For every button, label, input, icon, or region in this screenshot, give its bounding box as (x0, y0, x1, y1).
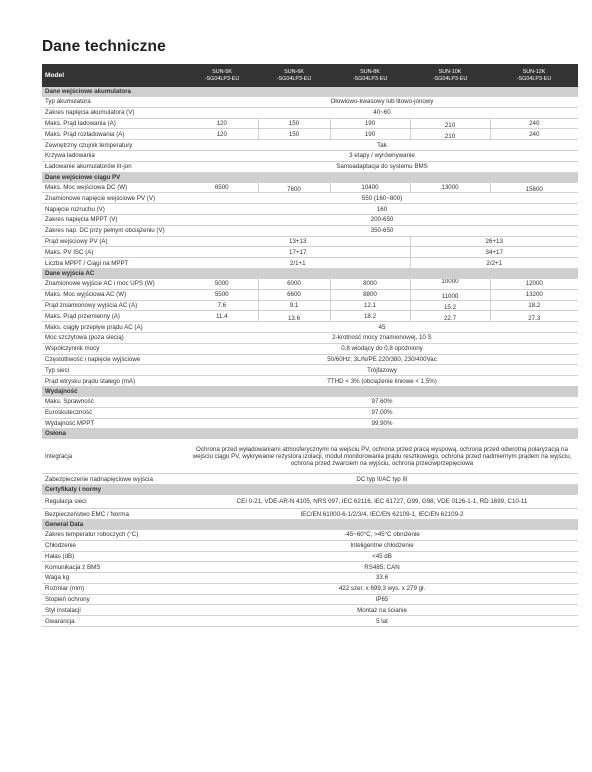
spec-row (42, 365, 578, 376)
spec-label: Maks. Prąd rozładowania (A) (42, 129, 186, 140)
spec-value (410, 278, 490, 289)
spec-label: Częstotliwość i napięcie wyjściowe (42, 354, 186, 365)
spec-value-text: 11000 (441, 293, 459, 301)
spec-label: Regulacja sieci (42, 495, 186, 509)
spec-label: Zakres napięcia MPPT (V) (42, 214, 186, 225)
spec-value (258, 311, 330, 322)
spec-row (42, 509, 578, 520)
spec-value: 34+17 (410, 247, 578, 258)
spec-row (42, 418, 578, 429)
spec-row (42, 161, 578, 172)
spec-row (42, 376, 578, 387)
spec-value-text: 27.3 (528, 314, 541, 322)
section-title: Osłona (42, 429, 186, 439)
spec-value: IP65 (186, 594, 578, 605)
spec-value-text: 190 (364, 119, 376, 127)
spec-row (42, 278, 578, 289)
spec-value-text: 210 (444, 132, 456, 140)
spec-row (42, 396, 578, 407)
spec-row (42, 594, 578, 605)
spec-row (42, 225, 578, 236)
spec-value: Ołowiowo-kwasowy lub litowo-jonowy (186, 97, 578, 108)
spec-value (258, 300, 330, 311)
spec-row (42, 573, 578, 584)
spec-value: TTHD < 3% (obciążenie liniowe < 1,5%) (186, 376, 578, 387)
section-title: Dane wejściowe ciągu PV (42, 172, 186, 182)
spec-value (490, 278, 578, 289)
spec-row (42, 439, 578, 474)
spec-row (42, 529, 578, 540)
spec-label: Prąd wejściowy PV (A) (42, 236, 186, 247)
spec-value (330, 311, 410, 322)
spec-row (42, 247, 578, 258)
spec-value (330, 278, 410, 289)
spec-value (410, 311, 490, 322)
section-header-row (42, 519, 578, 529)
spec-row (42, 562, 578, 573)
spec-label: Typ sieci (42, 365, 186, 376)
spec-value-text: 240 (529, 119, 540, 127)
spec-value-text: 15.2 (443, 303, 457, 311)
spec-label: Hałas (dB) (42, 551, 186, 562)
spec-value: 200-650 (186, 214, 578, 225)
spec-row (42, 193, 578, 204)
spec-label: Rozmiar (mm) (42, 583, 186, 594)
spec-label: Maks. Moc wejściowa DC (W) (42, 182, 186, 193)
page-title: Dane techniczne (42, 38, 166, 55)
section-title: Certyfikaty i normy (42, 485, 186, 495)
spec-value-text: 190 (364, 130, 376, 138)
spec-value (490, 311, 578, 322)
spec-value-text: 6000 (287, 280, 301, 288)
spec-value (186, 129, 258, 140)
spec-value (258, 289, 330, 300)
spec-row (42, 540, 578, 551)
spec-value-text: 12.1 (363, 301, 377, 309)
spec-value-text: 6500 (214, 183, 229, 191)
spec-label: Zabezpieczenie nadnapięciowe wyjścia (42, 474, 186, 485)
section-fill (186, 268, 578, 278)
spec-value (410, 118, 490, 129)
spec-value: 350-650 (186, 225, 578, 236)
spec-value-text: 9.1 (289, 301, 299, 309)
spec-label: Gwarancja (42, 616, 186, 627)
spec-row (42, 474, 578, 485)
spec-row (42, 204, 578, 215)
spec-value: -45~60°C, >45°C obniżenie (186, 529, 578, 540)
spec-value (410, 300, 490, 311)
spec-value: 2-krotność mocy znamionowej, 10 S (186, 332, 578, 343)
spec-label: Moc szczytowa (poza siecią) (42, 332, 186, 343)
spec-label: Maks. ciągły przepływ prądu AC (A) (42, 322, 186, 333)
spec-label: Maks. PV ISC (A) (42, 247, 186, 258)
spec-row (42, 605, 578, 616)
spec-value (330, 289, 410, 300)
spec-value-text: 10400 (361, 183, 379, 191)
spec-value: Samoadaptacja do systemu BMS (186, 161, 578, 172)
spec-value: 5 lat (186, 616, 578, 627)
spec-label: Wydajność MPPT (42, 418, 186, 429)
spec-label: Maks. Prąd ładowania (A) (42, 118, 186, 129)
spec-value (258, 129, 330, 140)
spec-value-text: 6600 (287, 291, 301, 299)
section-title: Dane wejściowe akumulatora (42, 87, 186, 97)
spec-label: Zakres napięcia akumulatora (V) (42, 107, 186, 118)
spec-value: 160 (186, 204, 578, 215)
spec-row (42, 583, 578, 594)
spec-value-text: 15600 (525, 185, 543, 193)
spec-value (330, 129, 410, 140)
spec-label: Typ akumulatora (42, 97, 186, 108)
spec-value-text: 18.2 (528, 301, 541, 309)
spec-label: Znamionowe wyjście AC i moc UPS (W) (42, 278, 186, 289)
spec-row (42, 182, 578, 193)
spec-label: Znamionowe napięcie wejściowe PV (V) (42, 193, 186, 204)
spec-row (42, 97, 578, 108)
spec-value: 99.90% (186, 418, 578, 429)
section-title: Wydajność (42, 386, 186, 396)
spec-label: Zakres nap. DC przy pełnym obciążeniu (V) (42, 225, 186, 236)
spec-value: Montaż na ścianie (186, 605, 578, 616)
spec-value (330, 118, 410, 129)
section-header-row (42, 485, 578, 495)
spec-value: IEC/EN 61000-6-1/2/3/4, IEC/EN 62109-1, IEC/EN 62109-2 (186, 509, 578, 520)
spec-label: Euroskuteczność (42, 407, 186, 418)
spec-value: Ochrona przed wyładowaniami atmosferycznymi na wejściu PV, ochrona przed pracą wyspową, ochrona przed odwrotną polaryzacją na wejściu ciągu PV, wykrywanie rezystora izolacji, moduł monitorowania prądu resztkowego, ochrona przed nadmiernym prądem na wyjściu, ochrona przed zwarciem na wyjściu, ochrona przeciwprzepięciowa (186, 439, 578, 474)
spec-label: Maks. Prąd przemienny (A) (42, 311, 186, 322)
spec-label: Zewnętrzny czujnik temperatury (42, 140, 186, 151)
spec-row (42, 407, 578, 418)
section-title: General Data (42, 519, 186, 529)
spec-value (258, 278, 330, 289)
spec-value (330, 182, 410, 193)
spec-value (490, 300, 578, 311)
spec-value (186, 118, 258, 129)
spec-value-text: 13200 (525, 291, 543, 299)
spec-value (186, 300, 258, 311)
spec-value (186, 311, 258, 322)
spec-value (186, 278, 258, 289)
spec-label: Stopień ochrony (42, 594, 186, 605)
spec-value: 3 etapy / wyrównywanie (186, 150, 578, 161)
spec-row (42, 214, 578, 225)
spec-value: <45 dB (186, 551, 578, 562)
model-header-cell: SUN-12K -SG04LP3-EU (490, 64, 578, 87)
spec-row (42, 289, 578, 300)
spec-row (42, 140, 578, 151)
section-title: Dane wyjścia AC (42, 268, 186, 278)
spec-table-body (42, 87, 578, 627)
spec-value: RS485; CAN (186, 562, 578, 573)
spec-row (42, 129, 578, 140)
spec-label: Chłodzenie (42, 540, 186, 551)
spec-value-text: 18.2 (363, 312, 377, 320)
spec-label: Współczynnik mocy (42, 343, 186, 354)
spec-table (42, 64, 578, 627)
spec-value: 97.00% (186, 407, 578, 418)
spec-value: 50/60Hz; 3L/N/PE 220/380, 230/400Vac (186, 354, 578, 365)
spec-row (42, 258, 578, 269)
spec-label: Maks. Sprawność (42, 396, 186, 407)
spec-label: Maks. Moc wyjściowa AC (W) (42, 289, 186, 300)
spec-value: DC typ II/AC typ III (186, 474, 578, 485)
spec-value (258, 182, 330, 193)
spec-label: Ładowanie akumulatorów lit-jon (42, 161, 186, 172)
model-header-cell: SUN-5K -SG04LP3-EU (186, 64, 258, 87)
spec-value (490, 118, 578, 129)
spec-value: Trójfazowy (186, 365, 578, 376)
spec-label: Styl instalacji (42, 605, 186, 616)
spec-value (490, 129, 578, 140)
spec-label: Prąd wtrysku prądu stałego (mA) (42, 376, 186, 387)
model-header-cell: SUN-10K -SG04LP3-EU (410, 64, 490, 87)
spec-value-text: 5000 (214, 280, 229, 288)
spec-value (490, 182, 578, 193)
section-header-row (42, 429, 578, 439)
spec-row (42, 118, 578, 129)
spec-row (42, 107, 578, 118)
section-header-row (42, 386, 578, 396)
spec-value (330, 300, 410, 311)
spec-label: Krzywa ładowania (42, 150, 186, 161)
spec-label: Komunikacja z BMS (42, 562, 186, 573)
spec-row (42, 236, 578, 247)
spec-row (42, 551, 578, 562)
section-fill (186, 87, 578, 97)
section-fill (186, 429, 578, 439)
spec-label: Prąd zniamionowy wyjścia AC (A) (42, 300, 186, 311)
spec-label: Bezpieczeństwo EMC / Norma (42, 509, 186, 520)
table-header-row (42, 64, 578, 87)
spec-value: 45 (186, 322, 578, 333)
spec-row (42, 616, 578, 627)
spec-label: Liczba MPPT / Ciągi na MPPT (42, 258, 186, 269)
spec-row (42, 322, 578, 333)
spec-row (42, 300, 578, 311)
spec-value-text: 10000 (441, 278, 459, 286)
spec-row (42, 332, 578, 343)
spec-value: 33.6 (186, 573, 578, 584)
spec-value: 2/2+1 (410, 258, 578, 269)
spec-value-text: 13.6 (287, 314, 301, 322)
model-header: Model (42, 64, 186, 87)
spec-label: Zakres temperatur roboczych (°C) (42, 529, 186, 540)
spec-value: 2/1+1 (186, 258, 410, 269)
spec-value-text: 5500 (214, 291, 229, 299)
section-header-row (42, 87, 578, 97)
section-header-row (42, 172, 578, 182)
spec-row (42, 311, 578, 322)
model-header-cell: SUN-8K -SG04LP3-EU (330, 64, 410, 87)
spec-value-text: 210 (444, 121, 456, 129)
spec-value-text: 150 (288, 119, 300, 127)
model-header-cell: SUN-6K -SG04LP3-EU (258, 64, 330, 87)
spec-value: 422 szer. x 699,3 wys. x 279 gł. (186, 583, 578, 594)
spec-value: 0,8 wiodący do 0,8 opóźniony (186, 343, 578, 354)
section-fill (186, 519, 578, 529)
spec-label: Napięcie rozruchu (V) (42, 204, 186, 215)
spec-value: 40~60 (186, 107, 578, 118)
spec-value (410, 182, 490, 193)
spec-label: Waga kg (42, 573, 186, 584)
spec-value: 550 (160~800) (186, 193, 578, 204)
spec-value: Tak (186, 140, 578, 151)
spec-value-text: 8800 (363, 291, 377, 299)
spec-value (186, 289, 258, 300)
spec-value: 13+13 (186, 236, 410, 247)
spec-value-text: 8000 (363, 280, 377, 288)
spec-value-text: 120 (216, 119, 227, 127)
section-fill (186, 485, 578, 495)
spec-value: 97.60% (186, 396, 578, 407)
spec-value-text: 7.6 (217, 301, 227, 309)
section-fill (186, 386, 578, 396)
spec-value (410, 129, 490, 140)
spec-row (42, 495, 578, 509)
spec-value-text: 12000 (525, 280, 543, 288)
spec-value-text: 11.4 (215, 312, 228, 320)
spec-value: Inteligentne chłodzenie (186, 540, 578, 551)
spec-value-text: 13000 (441, 183, 459, 191)
spec-value-text: 240 (529, 130, 540, 138)
section-fill (186, 172, 578, 182)
spec-row (42, 150, 578, 161)
spec-value (410, 289, 490, 300)
spec-value (186, 182, 258, 193)
spec-value (258, 118, 330, 129)
spec-value (490, 289, 578, 300)
spec-row (42, 354, 578, 365)
spec-value: 17+17 (186, 247, 410, 258)
spec-row (42, 343, 578, 354)
spec-value-text: 7800 (287, 185, 301, 193)
spec-value: CEI 0-21, VDE-AR-N 4105, NRS 097, IEC 62116, IEC 61727, G99, G98, VDE 0126-1-1, RD 1699, C10-11 (186, 495, 578, 509)
section-header-row (42, 268, 578, 278)
spec-value-text: 120 (216, 130, 227, 138)
spec-value: 26+13 (410, 236, 578, 247)
spec-value-text: 150 (288, 130, 300, 138)
spec-label: Integracja (42, 439, 186, 474)
spec-value-text: 22.7 (443, 314, 457, 322)
